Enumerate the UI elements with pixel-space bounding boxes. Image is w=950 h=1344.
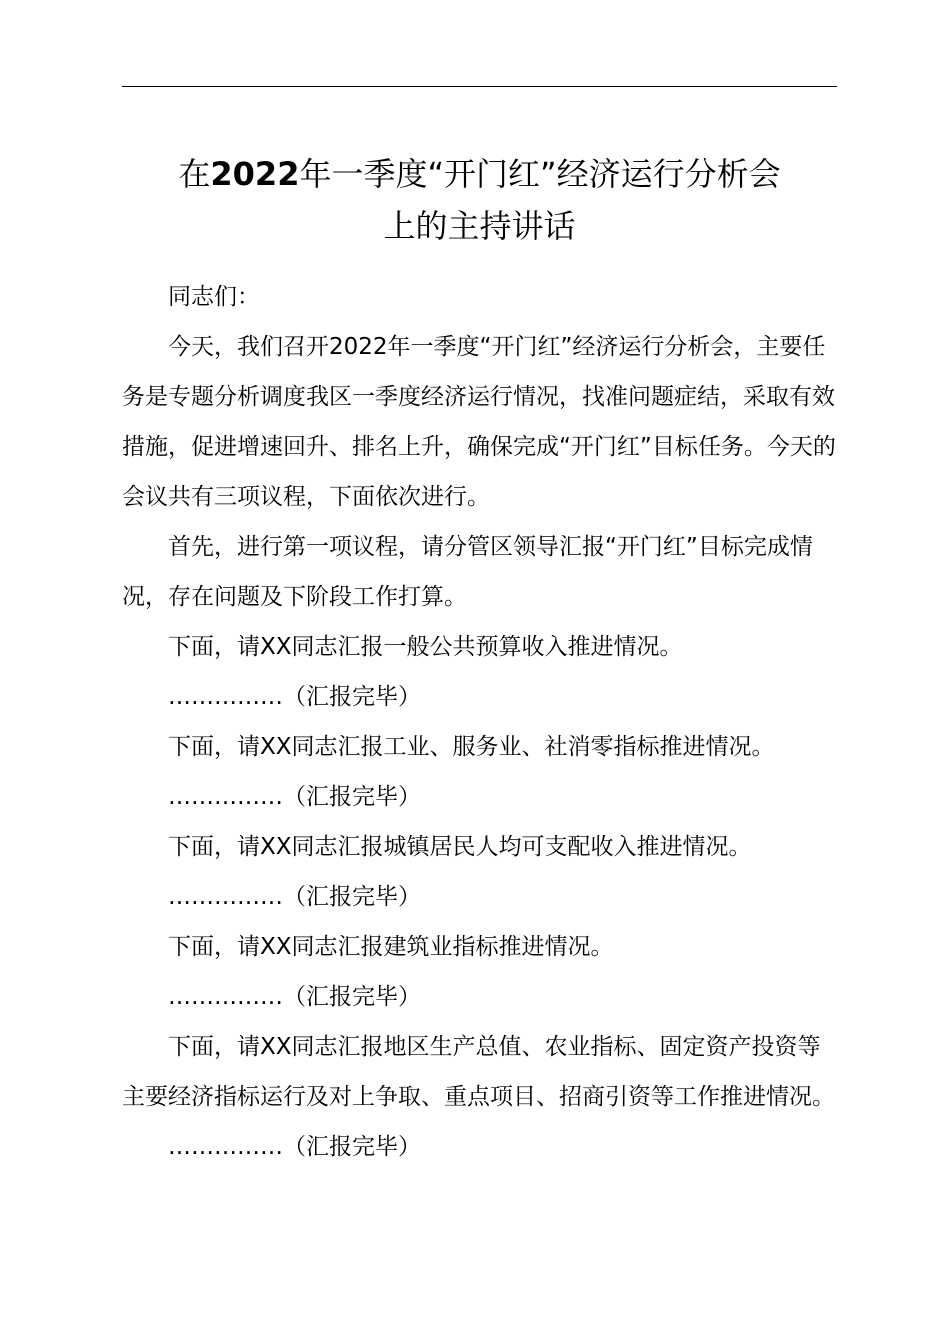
document-body	[122, 272, 842, 1172]
title-main: 年一季度“开门红”经济运行分析会	[299, 155, 781, 193]
paragraph-report-budget: 下面，请XX同志汇报一般公共预算收入推进情况。	[168, 634, 683, 660]
paragraph-report-gdp: 下面，请XX同志汇报地区生产总值、农业指标、固定资产投资等主要经济指标运行及对上争取、重点项目、招商引资等工作推进情况。	[122, 1034, 835, 1110]
title-line2: 上的主持讲话	[383, 207, 576, 245]
paragraph-report-construction: 下面，请XX同志汇报建筑业指标推进情况。	[168, 934, 614, 960]
paragraph-report-income: 下面，请XX同志汇报城镇居民人均可支配收入推进情况。	[168, 834, 752, 860]
salutation: 同志们：	[168, 284, 260, 310]
report-complete-note: ……………（汇报完毕）	[168, 684, 421, 710]
header-rule	[122, 86, 837, 87]
title-prefix: 在	[178, 155, 211, 193]
document-title	[122, 148, 837, 252]
report-complete-note: ……………（汇报完毕）	[168, 984, 421, 1010]
paragraph-agenda-one: 首先，进行第一项议程，请分管区领导汇报“开门红”目标完成情况，存在问题及下阶段工作打算。	[122, 534, 813, 610]
report-complete-note: ……………（汇报完毕）	[168, 1134, 421, 1160]
report-complete-note: ……………（汇报完毕）	[168, 784, 421, 810]
title-year: 2022	[210, 155, 300, 193]
report-complete-note: ……………（汇报完毕）	[168, 884, 421, 910]
paragraph-report-industry: 下面，请XX同志汇报工业、服务业、社消零指标推进情况。	[168, 734, 775, 760]
paragraph-intro: 今天，我们召开2022年一季度“开门红”经济运行分析会，主要任务是专题分析调度我区一季度经济运行情况，找准问题症结，采取有效措施，促进增速回升、排名上升，确保完成“开门红”目标任务。今天的会议共有三项议程，下面依次进行。	[122, 334, 836, 510]
